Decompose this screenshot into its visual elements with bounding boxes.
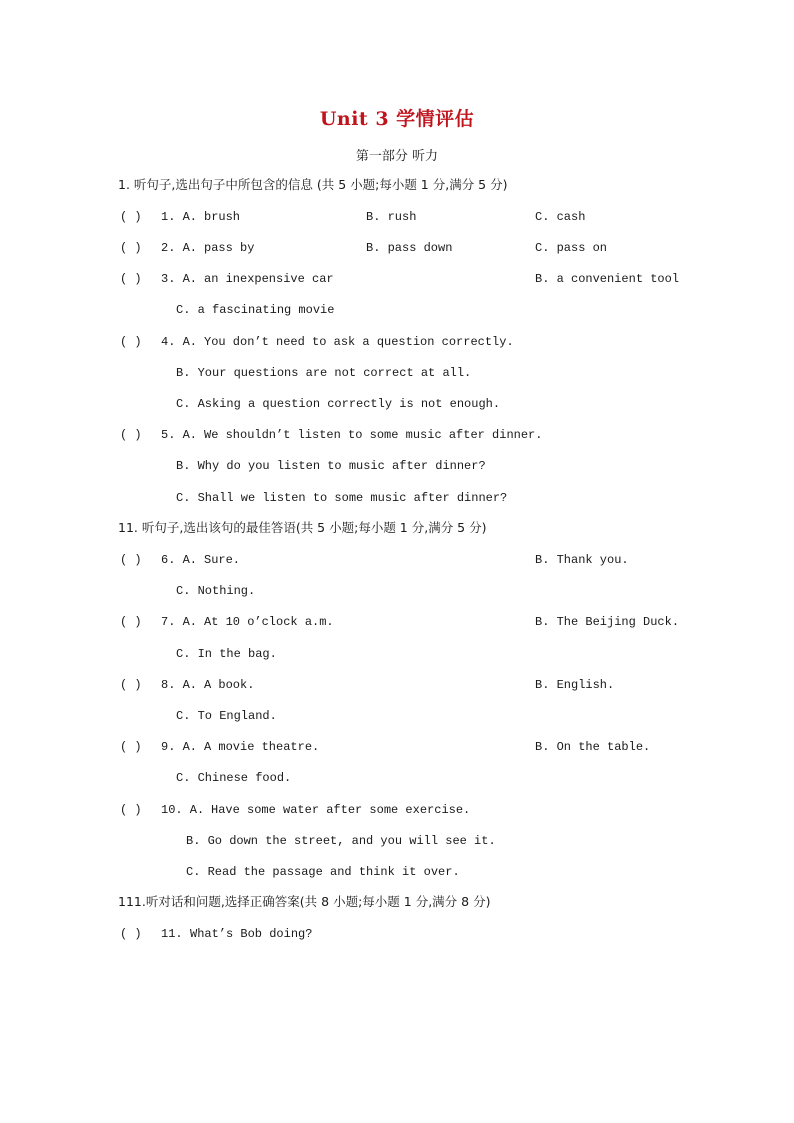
answer-blank: ( )	[120, 241, 142, 255]
answer-blank: ( )	[120, 803, 142, 817]
answer-blank: ( )	[120, 553, 142, 567]
answer-blank: ( )	[120, 428, 142, 442]
question-number: 2. A.	[161, 241, 198, 255]
option-c: C. In the bag.	[176, 647, 277, 661]
section-heading-2: 11. 听句子,选出该句的最佳答语(共 5 小题;每小题 1 分,满分 5 分)	[118, 520, 487, 535]
option-a: an inexpensive car	[204, 272, 334, 286]
section-heading-3: 111.听对话和问题,选择正确答案(共 8 小题;每小题 1 分,满分 8 分)	[118, 894, 491, 909]
question-number: 6. A.	[161, 553, 198, 567]
option-c: C. cash	[535, 210, 586, 224]
question-number: 5. A.	[161, 428, 198, 442]
answer-blank: ( )	[120, 210, 142, 224]
question-number: 4. A.	[161, 335, 198, 349]
option-b: B. a convenient tool	[535, 272, 680, 286]
option-c: C. Chinese food.	[176, 771, 292, 785]
option-c: C. pass on	[535, 241, 608, 255]
option-a: Have some water after some exercise.	[211, 803, 471, 817]
question-number: 7. A.	[161, 615, 198, 629]
option-c: C. a fascinating movie	[176, 303, 335, 317]
answer-blank: ( )	[120, 335, 142, 349]
option-b: B. rush	[366, 210, 417, 224]
answer-blank: ( )	[120, 740, 142, 754]
question-number: 10. A.	[161, 803, 205, 817]
option-c: C. Asking a question correctly is not enough.	[176, 397, 501, 411]
question-number: 11.	[161, 927, 183, 941]
option-a: At 10 o’clock a.m.	[204, 615, 334, 629]
option-b: B. Why do you listen to music after dinner?	[176, 459, 486, 473]
question-number: 1. A.	[161, 210, 198, 224]
question-text: What’s Bob doing?	[190, 927, 313, 941]
answer-blank: ( )	[120, 615, 142, 629]
option-a: pass by	[204, 241, 255, 255]
option-c: C. Nothing.	[176, 584, 256, 598]
answer-blank: ( )	[120, 272, 142, 286]
option-a: brush	[204, 210, 241, 224]
question-number: 3. A.	[161, 272, 198, 286]
option-b: B. On the table.	[535, 740, 651, 754]
option-a: We shouldn’t listen to some music after dinner.	[204, 428, 543, 442]
option-b: B. Thank you.	[535, 553, 629, 567]
option-b: B. Your questions are not correct at all.	[176, 366, 472, 380]
option-c: C. Read the passage and think it over.	[186, 865, 460, 879]
answer-blank: ( )	[120, 927, 142, 941]
page-title: Unit 3 学情评估	[319, 108, 475, 130]
option-b: B. English.	[535, 678, 615, 692]
option-c: C. To England.	[176, 709, 277, 723]
option-a: You don’t need to ask a question correctly.	[204, 335, 514, 349]
option-c: C. Shall we listen to some music after dinner?	[176, 491, 508, 505]
part-heading: 第一部分 听力	[355, 149, 439, 164]
option-a: A movie theatre.	[204, 740, 320, 754]
option-b: B. The Beijing Duck.	[535, 615, 680, 629]
section-heading-1: 1. 听句子,选出句子中所包含的信息 (共 5 小题;每小题 1 分,满分 5 分)	[118, 177, 508, 192]
option-b: B. pass down	[366, 241, 453, 255]
question-number: 9. A.	[161, 740, 198, 754]
option-a: Sure.	[204, 553, 241, 567]
answer-blank: ( )	[120, 678, 142, 692]
option-a: A book.	[204, 678, 255, 692]
option-b: B. Go down the street, and you will see it.	[186, 834, 496, 848]
question-number: 8. A.	[161, 678, 198, 692]
